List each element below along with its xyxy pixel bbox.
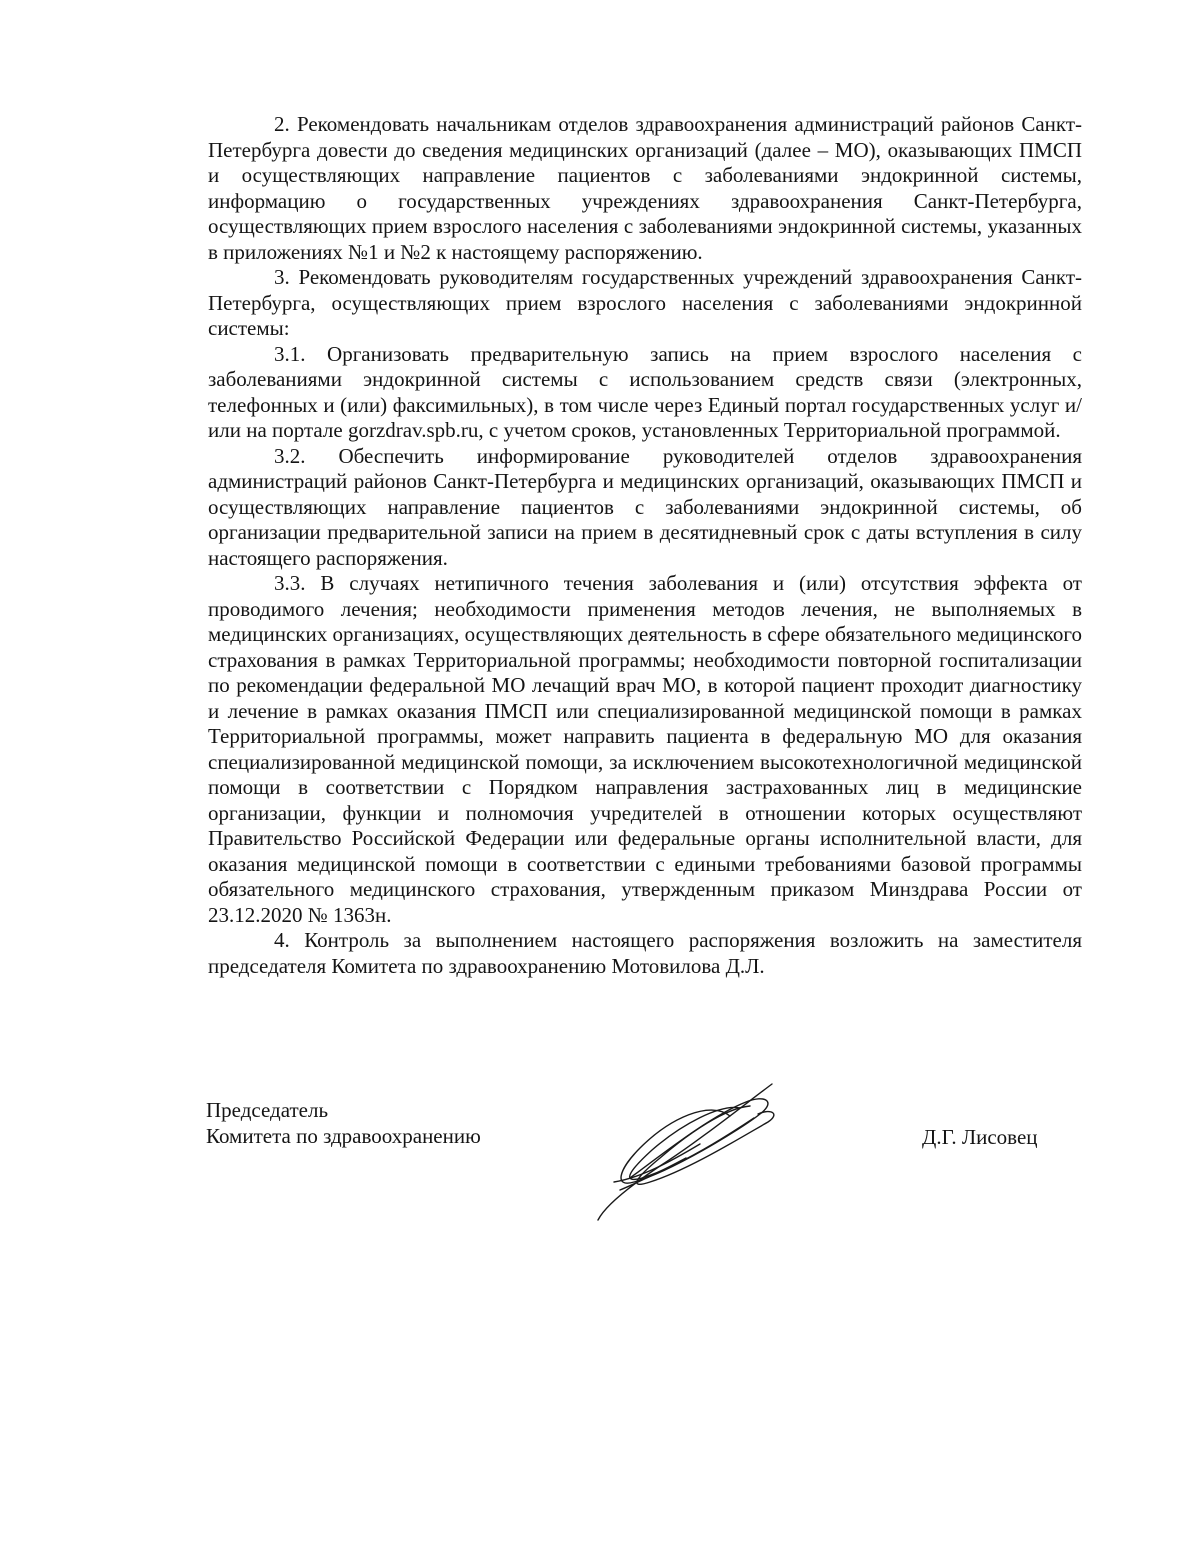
paragraph-3: 3. Рекомендовать руководителям государственных учреждений здравоохранения Санкт-Петербурга, осуществляющих прием взрослого населения с заболеваниями эндокринной системы: (208, 265, 1082, 340)
paragraph-3-1: 3.1. Организовать предварительную запись на прием взрослого населения с заболеваниями эндокринной системы с использованием средств связи (электронных, телефонных и (или) факсимильных), в том числе через Единый портал государственных услуг и/или на портале gorzdrav.spb.ru, с учетом сроков, установленных Территориальной программой. (208, 341, 1082, 442)
handwritten-signature (590, 1078, 790, 1228)
paragraph-2: 2. Рекомендовать начальникам отделов здравоохранения администраций районов Санкт-Петербурга довести до сведения медицинских организаций (далее – МО), оказывающих ПМСП и осуществляющих направление пациентов с заболеваниями эндокринной системы, информацию о государственных учреждениях здравоохранения Санкт-Петербурга, осуществляющих прием взрослого населения с заболеваниями эндокринной системы, указанных в приложениях №1 и №2 к настоящему распоряжению. (208, 112, 1082, 264)
paragraph-3-2: 3.2. Обеспечить информирование руководителей отделов здравоохранения администраций районов Санкт-Петербурга и медицинских организаций, оказывающих ПМСП и осуществляющих направление пациентов с заболеваниями эндокринной системы, об организации предварительной записи на прием в десятидневный срок с даты вступления в силу настоящего распоряжения. (208, 443, 1082, 570)
document-body (208, 112, 1082, 979)
paragraph-4: 4. Контроль за выполнением настоящего распоряжения возложить на заместителя председателя Комитета по здравоохранению Мотовилова Д.Л. (208, 928, 1082, 978)
signer-title-line-2: Комитета по здравоохранению (206, 1124, 481, 1148)
paragraph-3-3: 3.3. В случаях нетипичного течения заболевания и (или) отсутствия эффекта от проводимого лечения; необходимости применения методов лечения, не выполняемых в медицинских организациях, осуществляющих деятельность в сфере обязательного медицинского страхования в рамках Территориальной программы; необходимости повторной госпитализации по рекомендации федеральной МО лечащий врач МО, в которой пациент проходит диагностику и лечение в рамках оказания ПМСП или специализированной медицинской помощи в рамках Территориальной программы, может направить пациента в федеральную МО для оказания специализированной медицинской помощи, за исключением высокотехнологичной медицинской помощи в соответствии с Порядком направления застрахованных лиц в медицинские организации, функции и полномочия учредителей в отношении которых осуществляют Правительство Российской Федерации или федеральные органы исполнительной власти, для оказания медицинской помощи в соответствии с едиными требованиями базовой программы обязательного медицинского страхования, утвержденным приказом Минздрава России от 23.12.2020 № 1363н. (208, 571, 1082, 927)
signer-title (206, 1097, 481, 1149)
signer-name: Д.Г. Лисовец (922, 1125, 1038, 1149)
signer-title-line-1: Председатель (206, 1098, 329, 1122)
